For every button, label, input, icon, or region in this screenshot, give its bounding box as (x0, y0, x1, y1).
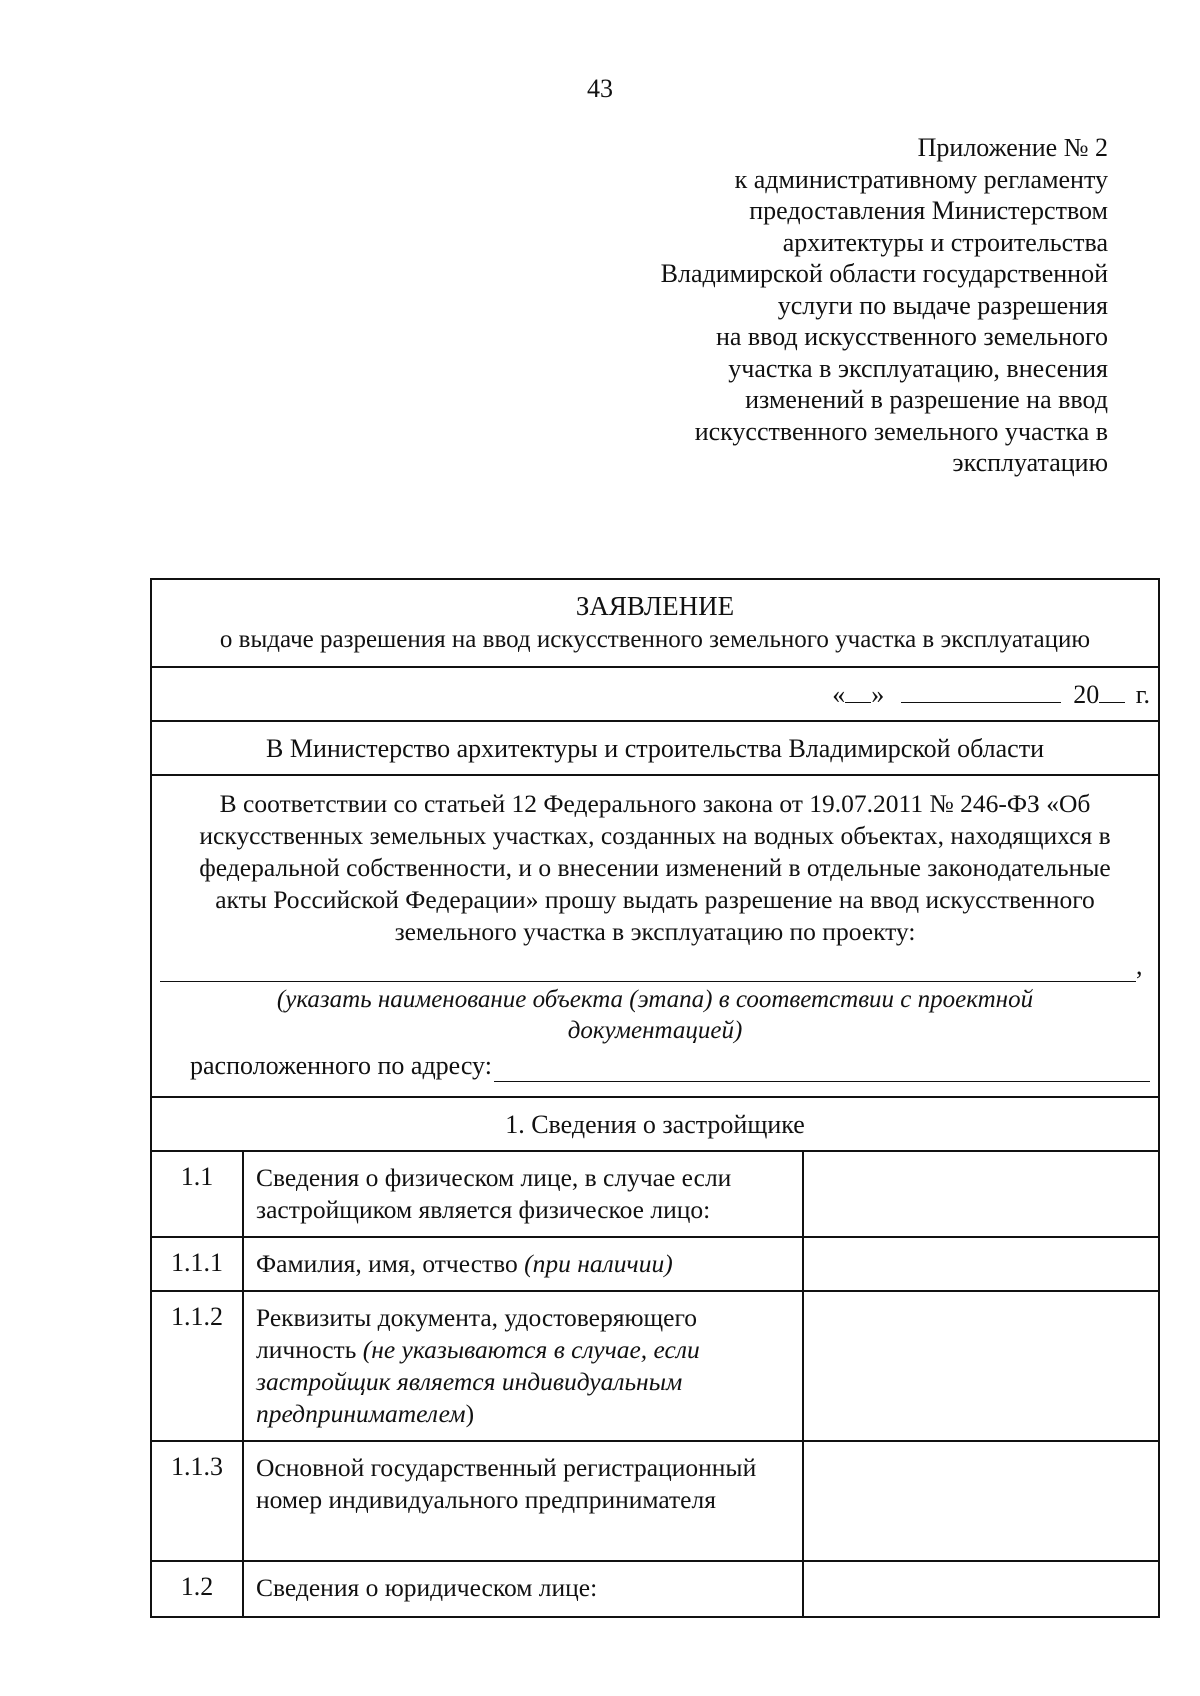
statement-block (152, 776, 1158, 1098)
month-blank[interactable] (901, 682, 1061, 703)
row-label-text: Сведения о юридическом лице: (256, 1573, 598, 1602)
row-label (244, 1238, 804, 1290)
row-label-note: (не указываются в случае, если застройщик является индивидуальным предпринимателем (256, 1335, 700, 1428)
appendix-line: эксплуатацию (952, 448, 1108, 477)
comma: , (1136, 951, 1143, 980)
hint-line: (указать наименование объекта (этапа) в соответствии с проектной (276, 986, 1034, 1013)
statement-line: искусственных земельных участках, созданных на водных объектах, находящихся в (199, 821, 1111, 850)
form-title-block (152, 580, 1158, 668)
table-row (152, 1152, 1158, 1238)
year-suffix: г. (1135, 680, 1150, 709)
table-row (152, 1238, 1158, 1292)
date-row (152, 668, 1158, 722)
page-number: 43 (587, 74, 613, 103)
project-name-field[interactable] (160, 952, 1150, 982)
appendix-line: к административному регламенту (734, 164, 1108, 194)
row-value-cell[interactable] (804, 1442, 1158, 1560)
statement-line: федеральной собственности, и о внесении изменений в отдельные законодательные (199, 853, 1111, 882)
day-blank[interactable] (845, 682, 871, 703)
hint-line: документацией) (567, 1017, 743, 1044)
appendix-line: предоставления Министерством (749, 196, 1108, 225)
table-row (152, 1292, 1158, 1442)
application-form (150, 578, 1160, 1618)
table-row (152, 1442, 1158, 1562)
appendix-line: Владимирской области государственной (660, 259, 1108, 288)
address-label: расположенного по адресу: (190, 1051, 492, 1080)
statement-line: В соответствии со статьей 12 Федерального закона от 19.07.2011 № 246-ФЗ «Об (219, 789, 1091, 818)
row-value-cell[interactable] (804, 1152, 1158, 1236)
table-row (152, 1562, 1158, 1616)
appendix-line: на ввод искусственного земельного (715, 322, 1108, 351)
appendix-header (548, 132, 1108, 479)
date-field[interactable] (832, 680, 1150, 710)
appendix-line: участка в эксплуатацию, внесения (728, 353, 1108, 383)
row-number: 1.1 (152, 1152, 244, 1236)
row-label-text: Фамилия, имя, отчество (256, 1249, 518, 1278)
row-label (244, 1152, 804, 1236)
row-number: 1.1.2 (152, 1292, 244, 1440)
address-field[interactable] (160, 1050, 1150, 1082)
year-prefix: 20 (1073, 680, 1100, 709)
project-name-hint (160, 984, 1150, 1046)
section-title: 1. Сведения о застройщике (152, 1098, 1158, 1152)
row-value-cell[interactable] (804, 1562, 1158, 1616)
row-label-text: Сведения о физическом лице, в случае если застройщиком является физическое лицо: (256, 1163, 732, 1224)
statement-line: земельного участка в эксплуатацию по проекту: (394, 917, 916, 946)
ministry-addressee: В Министерство архитектуры и строительства Владимирской области (152, 722, 1158, 776)
appendix-line: искусственного земельного участка в (694, 416, 1108, 446)
row-label-text: Основной государственный регистрационный номер индивидуального предпринимателя (256, 1453, 757, 1514)
row-label-note: (при наличии) (524, 1249, 673, 1278)
appendix-line: архитектуры и строительства (782, 227, 1108, 257)
date-close-quote: » (871, 680, 885, 709)
project-name-blank[interactable] (160, 957, 1136, 982)
row-label (244, 1442, 804, 1560)
form-subtitle: о выдаче разрешения на ввод искусственного земельного участка в эксплуатацию (219, 626, 1091, 653)
row-number: 1.1.3 (152, 1442, 244, 1560)
form-title: ЗАЯВЛЕНИЕ (575, 591, 735, 621)
year-blank[interactable] (1099, 682, 1125, 703)
appendix-line: Приложение № 2 (917, 133, 1108, 162)
date-open-quote: « (832, 680, 846, 709)
row-label-text: Реквизиты документа, удостоверяющего личность (256, 1303, 698, 1364)
row-label (244, 1292, 804, 1440)
row-value-cell[interactable] (804, 1292, 1158, 1440)
row-number: 1.1.1 (152, 1238, 244, 1290)
appendix-line: изменений в разрешение на ввод (745, 385, 1108, 414)
row-number: 1.2 (152, 1562, 244, 1616)
address-blank[interactable] (494, 1057, 1150, 1082)
row-label-tail: ) (465, 1399, 475, 1428)
appendix-line: услуги по выдаче разрешения (777, 290, 1108, 320)
row-label (244, 1562, 804, 1616)
row-value-cell[interactable] (804, 1238, 1158, 1290)
statement-line: акты Российской Федерации» прошу выдать разрешение на ввод искусственного (215, 885, 1095, 914)
